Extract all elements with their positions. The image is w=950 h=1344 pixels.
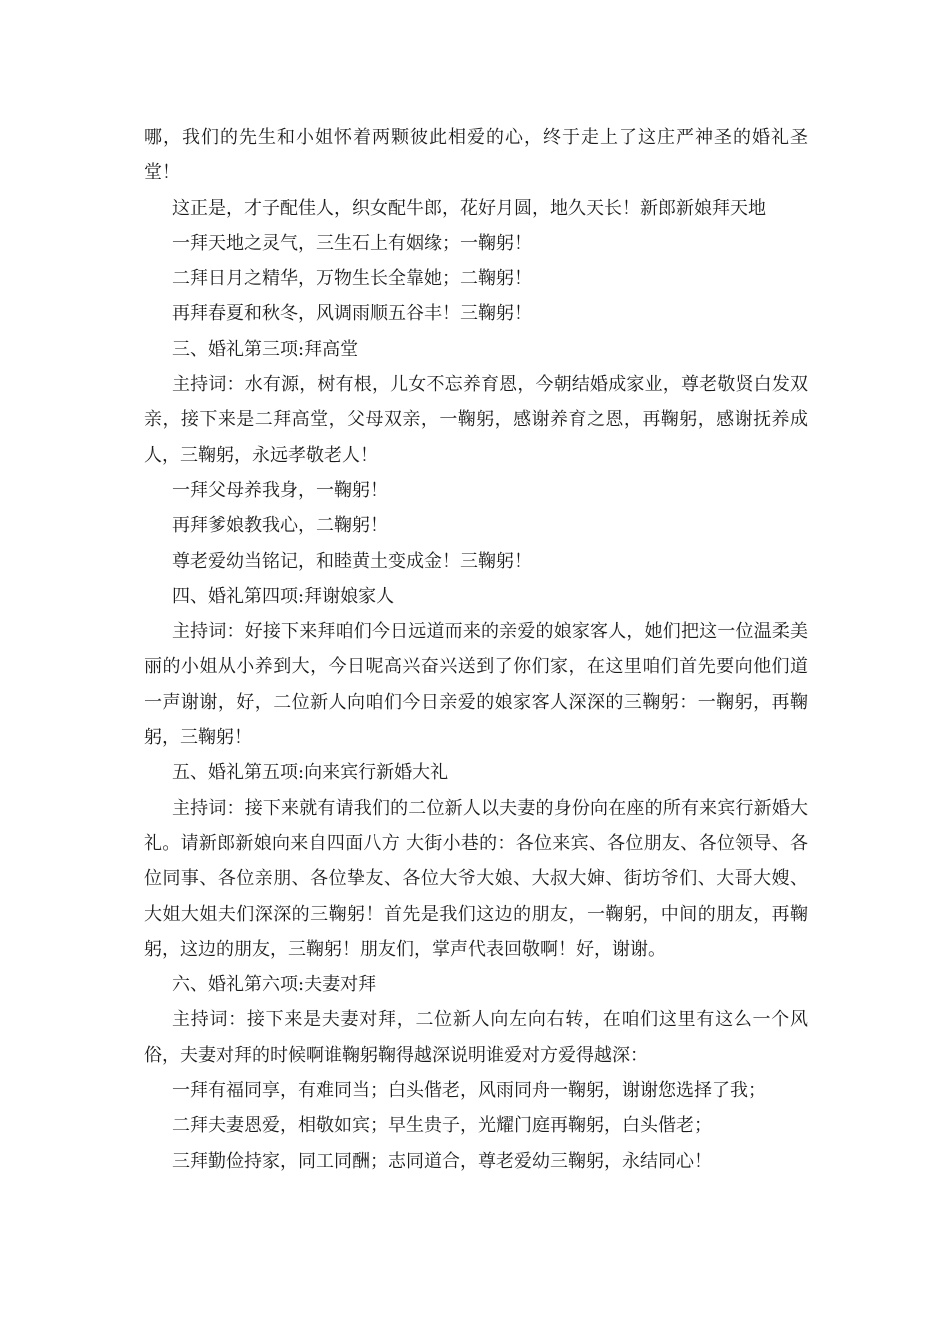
paragraph: 二拜夫妻恩爱，相敬如宾；早生贵子，光耀门庭再鞠躬，白头偕老； <box>172 1115 712 1137</box>
section-heading: 三、婚礼第三项:拜高堂 <box>172 338 359 360</box>
paragraph: 三拜勤俭持家，同工同酬；志同道合，尊老爱幼三鞠躬，永结同心！ <box>172 1150 712 1172</box>
paragraph: 再拜爹娘教我心，二鞠躬！ <box>172 515 388 537</box>
paragraph: 尊老爱幼当铭记，和睦黄土变成金！三鞠躬！ <box>172 550 532 572</box>
section-heading: 五、婚礼第五项:向来宾行新婚大礼 <box>172 762 449 784</box>
paragraph-continuation: 哪，我们的先生和小姐怀着两颗彼此相爱的心，终于走上了这庄严神圣的婚礼圣堂！ <box>144 127 808 184</box>
paragraph: 这正是，才子配佳人，织女配牛郎，花好月圆，地久天长！新郎新娘拜天地 <box>172 197 766 219</box>
paragraph: 二拜日月之精华，万物生长全靠她；二鞠躬！ <box>172 268 532 290</box>
section-heading: 四、婚礼第四项:拜谢娘家人 <box>172 585 395 607</box>
paragraph: 主持词：好接下来拜咱们今日远道而来的亲爱的娘家客人，她们把这一位温柔美丽的小姐从小养到大，今日呢高兴奋兴送到了你们家，在这里咱们首先要向他们道一声谢谢，好，二位新人向咱们今日亲爱的娘家客人深深的三鞠躬：一鞠躬，再鞠躬，三鞠躬！ <box>144 621 808 749</box>
paragraph: 主持词：接下来是夫妻对拜，二位新人向左向右转，在咱们这里有这么一个风俗，夫妻对拜的时候啊谁鞠躬鞠得越深说明谁爱对方爱得越深： <box>144 1009 808 1066</box>
paragraph: 主持词：水有源，树有根，儿女不忘养育恩，今朝结婚成家业，尊老敬贤白发双亲，接下来是二拜高堂，父母双亲，一鞠躬，感谢养育之恩，再鞠躬，感谢抚养成人，三鞠躬，永远孝敬老人！ <box>144 374 808 466</box>
paragraph: 主持词：接下来就有请我们的二位新人以夫妻的身份向在座的所有来宾行新婚大礼。请新郎新娘向来自四面八方 大街小巷的：各位来宾、各位朋友、各位领导、各位同事、各位亲朋、各位挚友、各位大爷大娘、大叔大婶、街坊爷们、大哥大嫂、大姐大姐夫们深深的三鞠躬！首先是我们这边的朋友，一鞠躬，中间的朋友，再鞠躬，这边的朋友，三鞠躬！朋友们，掌声代表回敬啊！好，谢谢。 <box>144 797 808 960</box>
document-body <box>144 120 808 1179</box>
paragraph: 再拜春夏和秋冬，风调雨顺五谷丰！三鞠躬！ <box>172 303 532 325</box>
paragraph: 一拜天地之灵气，三生石上有姻缘；一鞠躬！ <box>172 232 532 254</box>
paragraph: 一拜有福同享，有难同当；白头偕老，风雨同舟一鞠躬，谢谢您选择了我； <box>172 1080 766 1102</box>
paragraph: 一拜父母养我身，一鞠躬！ <box>172 479 388 501</box>
section-heading: 六、婚礼第六项:夫妻对拜 <box>172 974 377 996</box>
